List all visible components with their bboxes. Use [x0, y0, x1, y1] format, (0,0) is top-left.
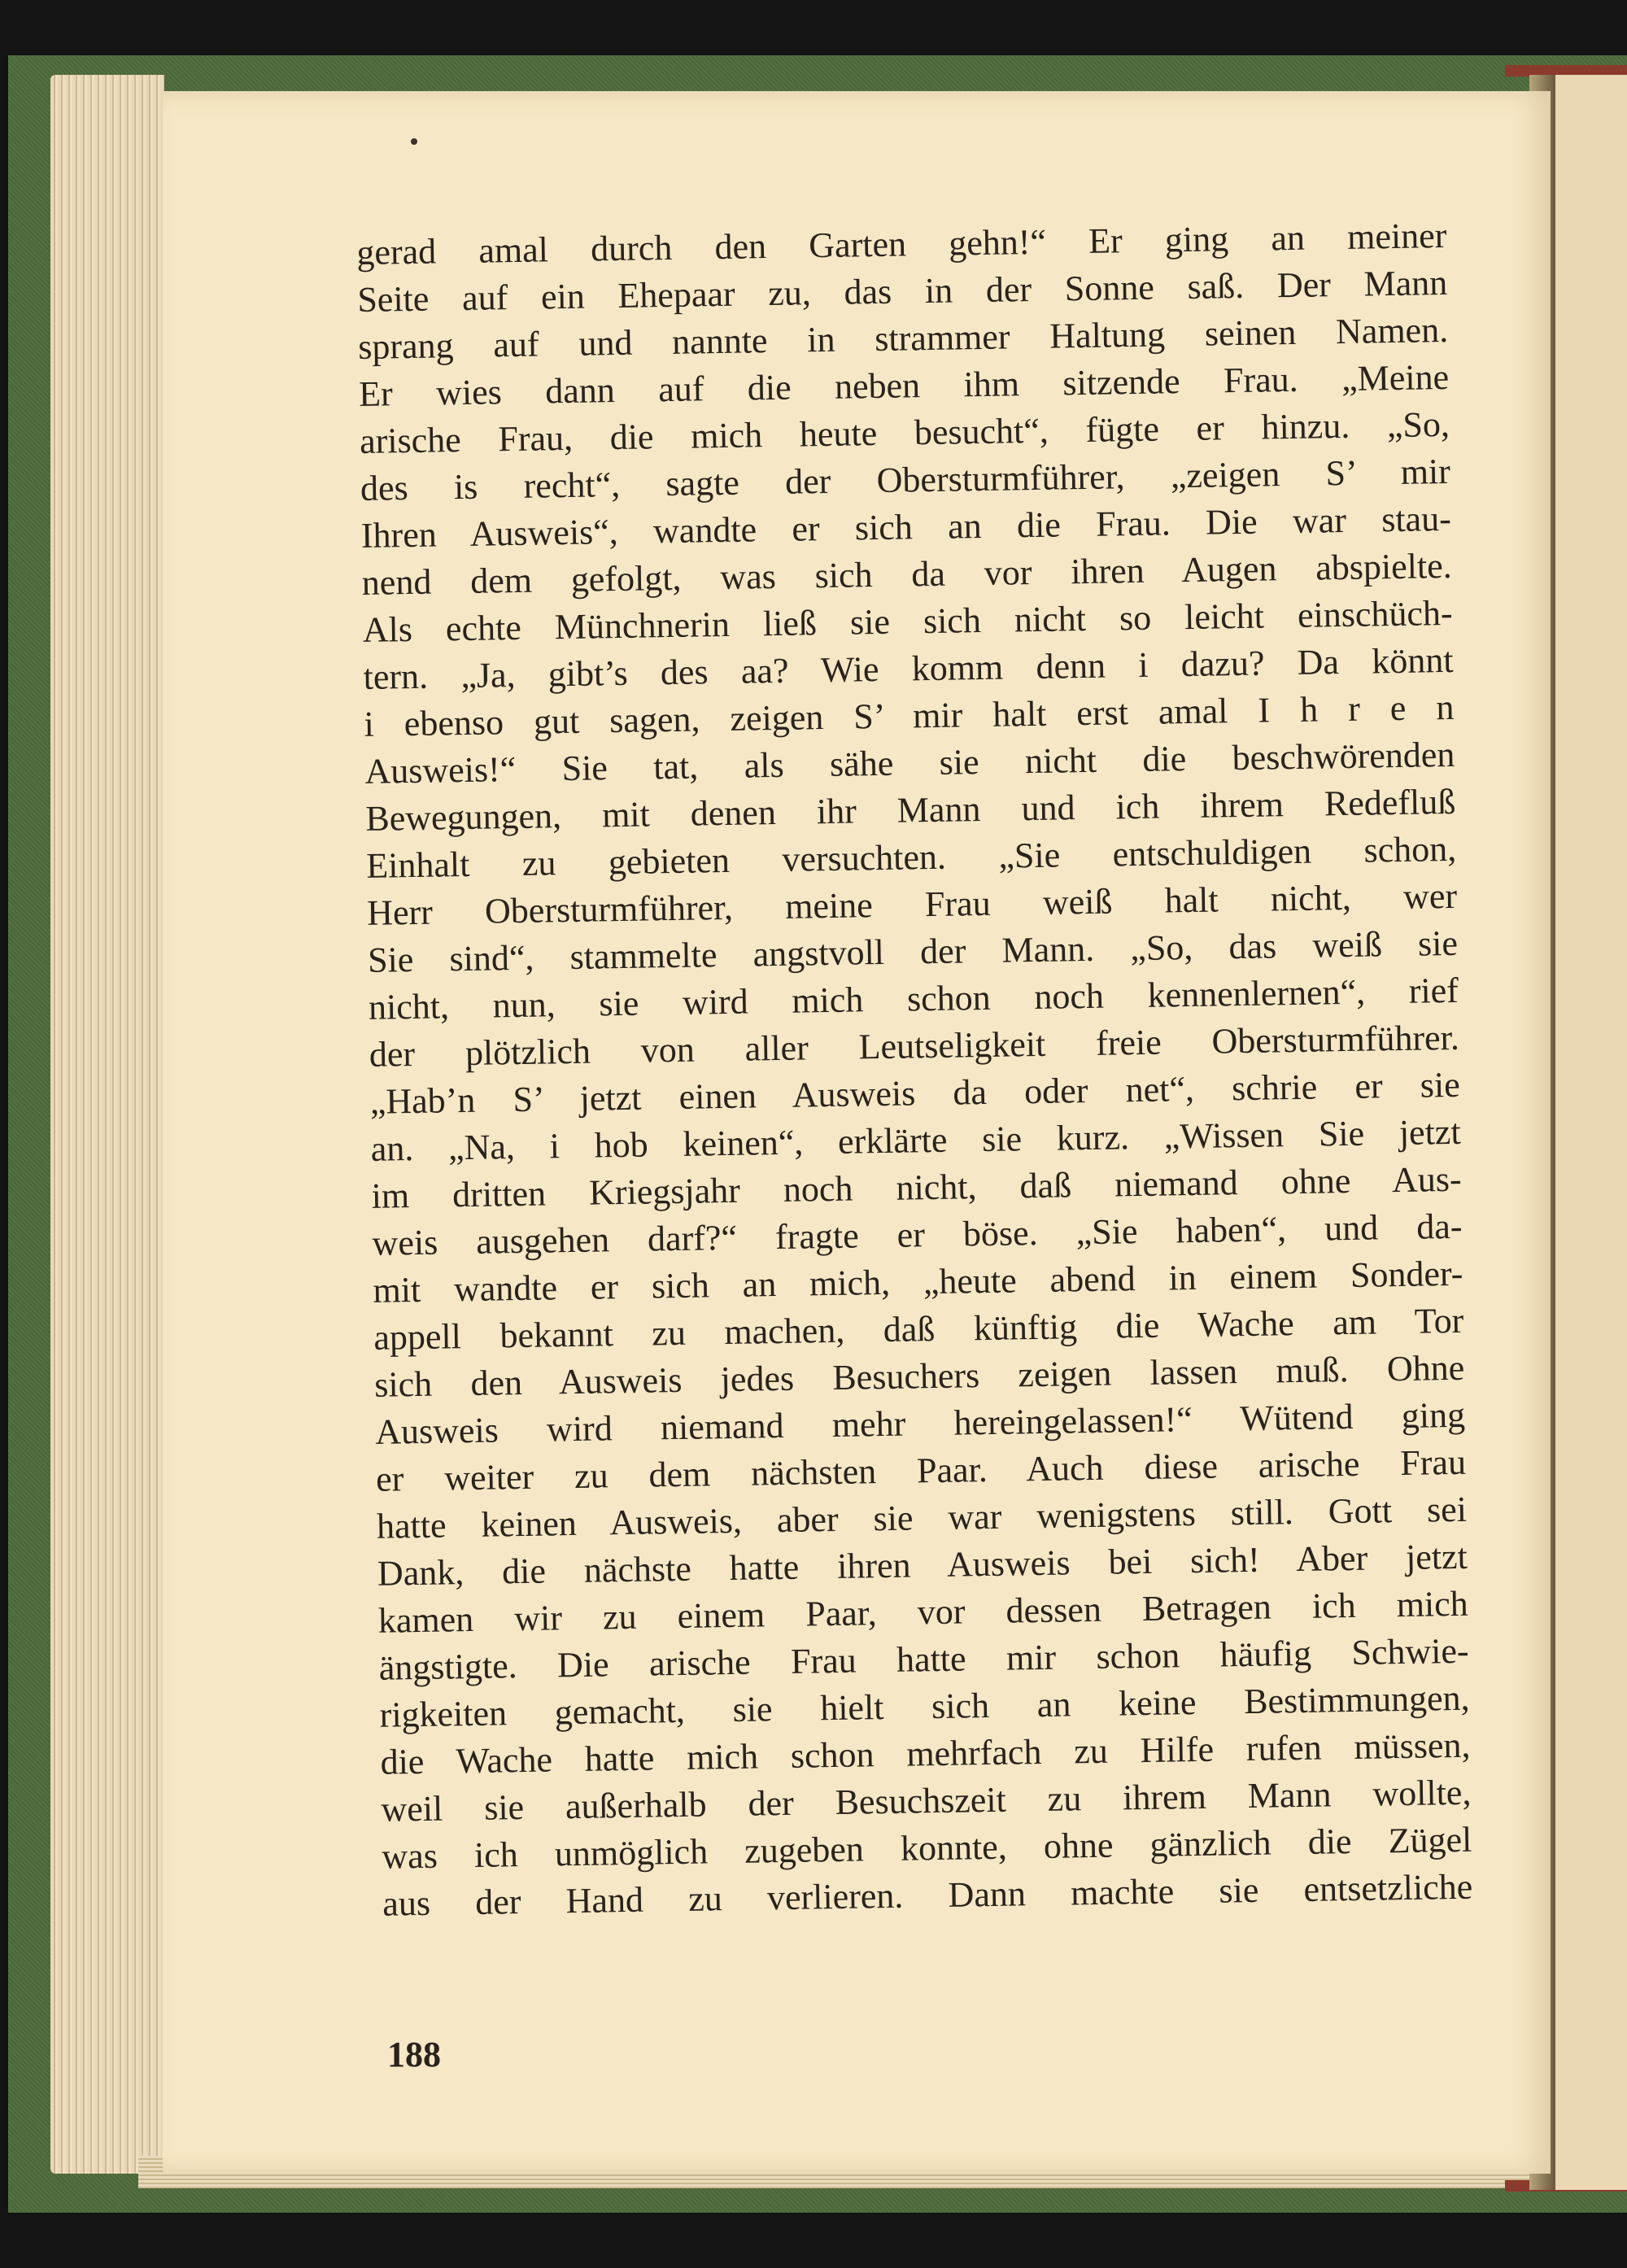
text-line: rigkeiten gemacht, sie hielt sich an keine Bestimmungen, — [379, 1677, 1470, 1735]
text-line: weil sie außerhalb der Besuchszeit zu ihrem Mann wollte, — [381, 1772, 1472, 1830]
text-line: Ausweis!“ Sie tat, als sähe sie nicht die beschwörenden — [364, 734, 1455, 792]
text-line: aus der Hand zu verlieren. Dann machte sie entsetzliche — [382, 1866, 1473, 1924]
text-line: kamen wir zu einem Paar, vor dessen Betragen ich mich — [377, 1583, 1469, 1641]
text-line: Er wies dann auf die neben ihm sitzende Frau. „Meine — [358, 356, 1450, 414]
text-line: an. „Na, i hob keinen“, erklärte sie kurz. „Wissen Sie jetzt — [370, 1111, 1461, 1169]
text-line: Ihren Ausweis“, wandte er sich an die Frau. Die war stau- — [360, 498, 1452, 556]
text-line: Herr Obersturmführer, meine Frau weiß halt nicht, wer — [366, 875, 1458, 933]
text-line: sich den Ausweis jedes Besuchers zeigen lassen muß. Ohne — [373, 1347, 1465, 1405]
text-line: gerad amal durch den Garten gehn!“ Er ging an meiner — [356, 215, 1447, 273]
page-body-text — [356, 212, 1473, 1928]
text-line: er weiter zu dem nächsten Paar. Auch diese arische Frau — [375, 1441, 1467, 1499]
text-line: Dank, die nächste hatte ihren Ausweis bei sich! Aber jetzt — [377, 1536, 1468, 1594]
facing-page-edge — [1555, 75, 1627, 2190]
text-line: mit wandte er sich an mich, „heute abend in einem Sonder- — [373, 1253, 1463, 1311]
page-edges-left — [50, 75, 164, 2174]
text-line: Sie sind“, stammelte angstvoll der Mann. „So, das weiß sie — [367, 922, 1459, 980]
text-line: die Wache hatte mich schon mehrfach zu Hilfe rufen müssen, — [380, 1725, 1471, 1782]
text-line: arische Frau, die mich heute besucht“, fügte er hinzu. „So, — [359, 403, 1450, 461]
text-line: weis ausgehen darf?“ fragte er böse. „Sie haben“, und da- — [372, 1206, 1463, 1263]
text-line: Ausweis wird niemand mehr hereingelassen!“ Wütend ging — [374, 1394, 1466, 1452]
text-line: Einhalt zu gebieten versuchten. „Sie entschuldigen schon, — [365, 828, 1457, 886]
text-line: Als echte Münchnerin ließ sie sich nicht so leicht einschüch- — [362, 592, 1453, 650]
text-line: tern. „Ja, gibt’s des aa? Wie komm denn i dazu? Da könnt — [363, 639, 1454, 697]
ink-dot — [411, 138, 417, 145]
text-line: sprang auf und nannte in strammer Haltung seinen Namen. — [357, 309, 1449, 367]
text-line: Bewegungen, mit denen ihr Mann und ich ihrem Redefluß — [364, 781, 1456, 839]
text-line: ängstigte. Die arische Frau hatte mir schon häufig Schwie- — [378, 1630, 1469, 1688]
text-line: im dritten Kriegsjahr noch nicht, daß niemand ohne Aus- — [371, 1158, 1462, 1216]
text-line: des is recht“, sagte der Obersturmführer, „zeigen S’ mir — [360, 451, 1451, 508]
text-line: i ebenso gut sagen, zeigen S’ mir halt erst amal I h r e n — [364, 687, 1455, 744]
text-line: nicht, nun, sie wird mich schon noch kennenlernen“, rief — [368, 970, 1459, 1027]
text-line: hatte keinen Ausweis, aber sie war wenigstens still. Gott sei — [376, 1489, 1468, 1546]
text-line: Seite auf ein Ehepaar zu, das in der Sonne saß. Der Mann — [356, 262, 1448, 320]
text-line: „Hab’n S’ jetzt einen Ausweis da oder net“, schrie er sie — [369, 1064, 1461, 1122]
text-line: appell bekannt zu machen, daß künftig die Wache am Tor — [373, 1300, 1464, 1358]
text-line: der plötzlich von aller Leutseligkeit freie Obersturmführer. — [369, 1017, 1460, 1075]
text-line: nend dem gefolgt, was sich da vor ihren Augen abspielte. — [361, 545, 1453, 603]
text-line: was ich unmöglich zugeben konnte, ohne gänzlich die Zügel — [382, 1819, 1472, 1877]
page-number: 188 — [387, 2035, 441, 2074]
